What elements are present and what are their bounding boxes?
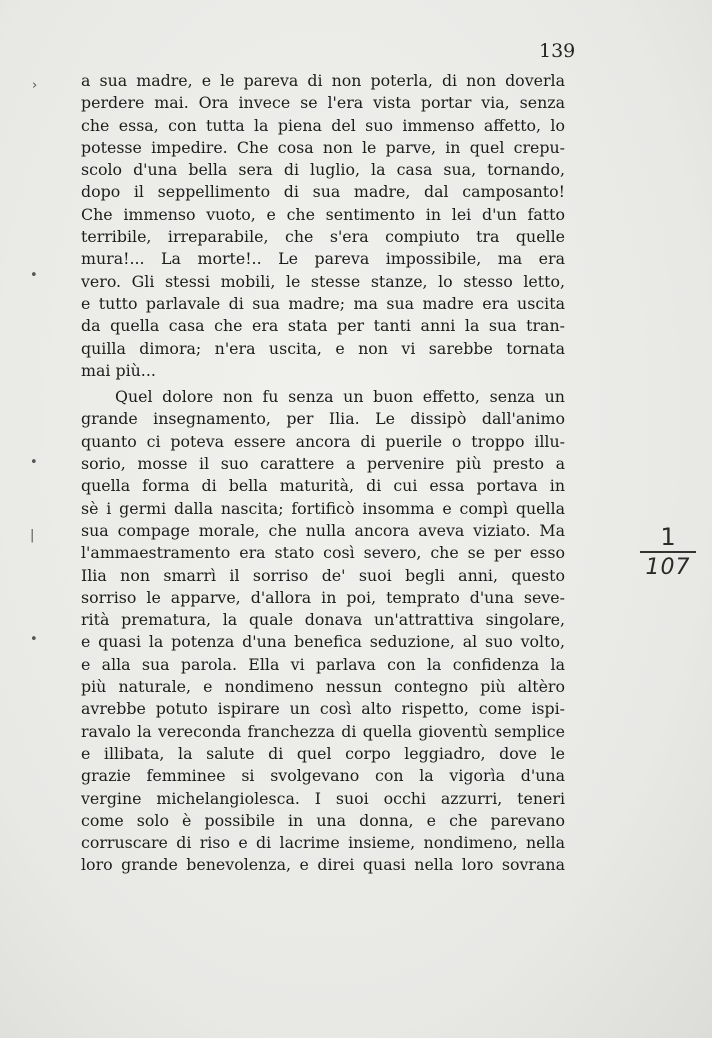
text-line: mura!... La morte!.. Le pareva impossibile, ma era [81, 249, 565, 269]
text-line: vergine michelangiolesca. I suoi occhi azzurri, teneri [81, 788, 565, 808]
text-line: Ilia non smarrì il sorriso de' suoi begli anni, questo [81, 565, 565, 585]
text-line: l'ammaestramento era stato così severo, che se per esso [81, 543, 565, 563]
text-line: e illibata, la salute di quel corpo leggiadro, dove le [81, 743, 565, 763]
text-line: loro grande benevolenza, e direi quasi nella loro sovrana [81, 855, 565, 875]
binding-mark: | [30, 528, 35, 543]
text-line: avrebbe potuto ispirare un così alto rispetto, come ispi- [81, 699, 565, 719]
text-line: grazie femminee si svolgevano con la vigorìa d'una [81, 766, 565, 786]
text-line: più naturale, e nondimeno nessun contegno più altèro [81, 677, 565, 697]
text-line: mai più... [81, 360, 156, 380]
body-text [81, 70, 565, 877]
margin-note-top: 1 [660, 523, 676, 551]
text-line: vero. Gli stessi mobili, le stesse stanze, lo stesso letto, [81, 271, 565, 291]
text-line: quella forma di bella maturità, di cui essa portava in [81, 476, 565, 496]
text-line: Quel dolore non fu senza un buon effetto, senza un [115, 387, 565, 407]
text-line: e quasi la potenza d'una benefica seduzione, al suo volto, [81, 632, 565, 652]
text-line: potesse impedire. Che cosa non le parve, in quel crepu- [81, 137, 565, 157]
text-line: quanto ci poteva essere ancora di puerile o troppo illu- [81, 431, 565, 451]
text-line: come solo è possibile in una donna, e che parevano [81, 810, 565, 830]
margin-note-rule [640, 551, 696, 553]
text-line: e alla sua parola. Ella vi parlava con la confidenza la [81, 654, 565, 674]
text-line: quilla dimora; n'era uscita, e non vi sarebbe tornata [81, 338, 565, 358]
text-line: da quella casa che era stata per tanti anni la sua tran- [81, 316, 565, 336]
text-line: rità prematura, la quale donava un'attrattiva singolare, [81, 610, 565, 630]
text-line: corruscare di riso e di lacrime insieme, nondimeno, nella [81, 833, 565, 853]
text-line: sè i germi dalla nascita; fortificò insomma e compì quella [81, 498, 565, 518]
text-line: sua compage morale, che nulla ancora aveva viziato. Ma [81, 520, 565, 540]
binding-mark: • [30, 268, 38, 283]
text-line: Che immenso vuoto, e che sentimento in lei d'un fatto [81, 204, 565, 224]
text-line: a sua madre, e le pareva di non poterla, di non doverla [81, 71, 565, 90]
binding-mark: • [30, 455, 38, 470]
text-line: perdere mai. Ora invece se l'era vista portar via, senza [81, 93, 565, 113]
text-line: sorriso le apparve, d'allora in poi, temprato d'una seve- [81, 587, 565, 607]
binding-mark: • [30, 632, 38, 647]
text-line: terribile, irreparabile, che s'era compiuto tra quelle [81, 227, 565, 247]
text-line: dopo il seppellimento di sua madre, dal camposanto! [81, 182, 565, 202]
page-number: 139 [539, 40, 576, 62]
text-line: scolo d'una bella sera di luglio, la casa sua, tornando, [81, 160, 565, 180]
binding-mark: › [32, 78, 38, 93]
margin-note-bottom: 107 [645, 555, 691, 580]
text-line: che essa, con tutta la piena del suo immenso affetto, lo [81, 115, 565, 135]
text-line: sorio, mosse il suo carattere a pervenire più presto a [81, 454, 565, 474]
text-line: e tutto parlavale di sua madre; ma sua madre era uscita [81, 293, 565, 313]
handwritten-margin-note [638, 525, 698, 580]
text-line: ravalo la vereconda franchezza di quella gioventù semplice [81, 721, 565, 741]
text-line: grande insegnamento, per Ilia. Le dissipò dall'animo [81, 409, 565, 429]
